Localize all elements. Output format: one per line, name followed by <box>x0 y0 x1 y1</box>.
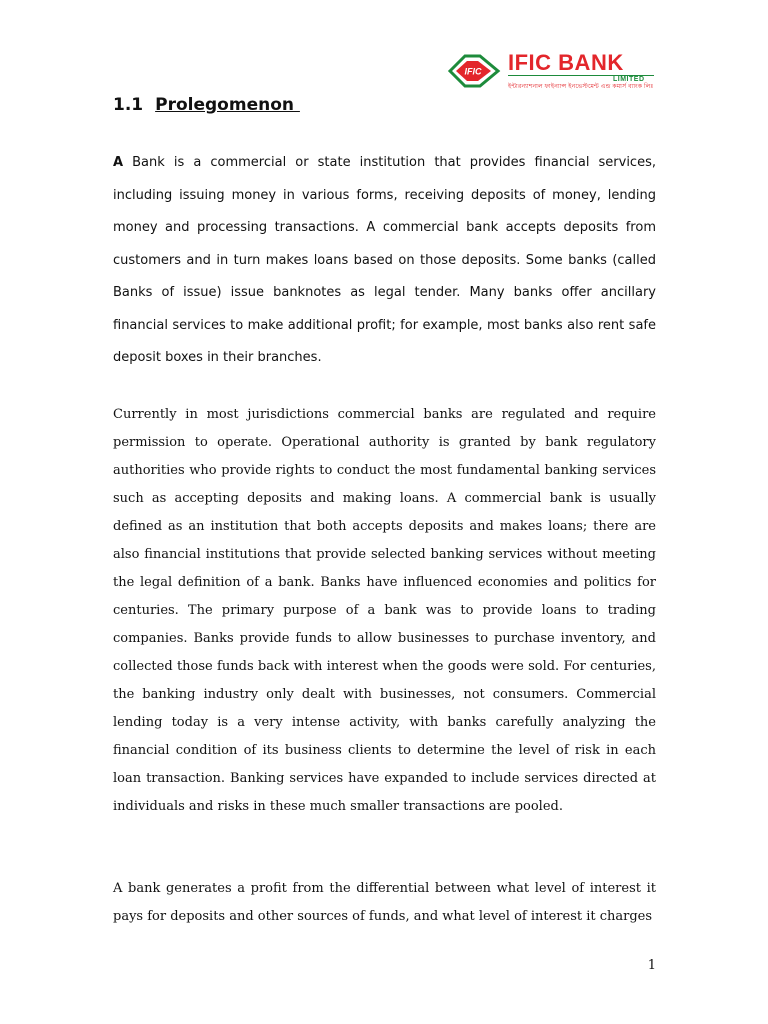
logo-subtitle: LIMITED <box>613 76 645 83</box>
ific-diamond-emblem-icon <box>446 52 502 90</box>
paragraph-intro-body: Bank is a commercial or state institution that provides financial services, including issuing money in various forms, receiving deposits of money, lending money and processing transactions. A commercial bank accepts deposits from customers and in turn makes loans based on those deposits. Some banks (called Banks of issue) issue banknotes as legal tender. Many banks offer ancillary financial services to make additional profit; for example, most banks also rent safe deposit boxes in their branches. <box>113 155 656 365</box>
paragraph-profit: A bank generates a profit from the differential between what level of interest it pays for deposits and other sources of funds, and what level of interest it charges <box>113 881 656 924</box>
logo-tagline: ইন্টারন্যাশনাল ফাইন্যান্স ইনভেস্টমেন্ট এন্ড কমার্স ব্যাংক লিঃ <box>508 84 654 90</box>
ific-bank-logo <box>446 52 658 92</box>
logo-badge-text: IFIC <box>464 66 482 77</box>
paragraph-intro <box>113 147 656 375</box>
logo-bank-name: IFIC BANK <box>508 50 624 75</box>
page-number: 1 <box>647 958 656 973</box>
section-number: 1.1 <box>113 95 144 115</box>
paragraph-regulation: Currently in most jurisdictions commercial banks are regulated and require permission to operate. Operational authority is granted by bank regulatory authorities who provide rights to conduct the most fundamental banking services such as accepting deposits and making loans. A commercial bank is usually defined as an institution that both accepts deposits and makes loans; there are also financial institutions that provide selected banking services without meeting the legal definition of a bank. Banks have influenced economies and politics for centuries. The primary purpose of a bank was to provide loans to trading companies. Banks provide funds to allow businesses to purchase inventory, and collected those funds back with interest when the goods were sold. For centuries, the banking industry only dealt with businesses, not consumers. Commercial lending today is a very intense activity, with banks carefully analyzing the financial condition of its business clients to determine the level of risk in each loan transaction. Banking services have expanded to include services directed at individuals and risks in these much smaller transactions are pooled. <box>113 407 656 814</box>
section-heading <box>113 92 300 118</box>
paragraph-intro-lead: A <box>113 155 124 170</box>
section-title: Prolegomenon <box>155 95 300 115</box>
